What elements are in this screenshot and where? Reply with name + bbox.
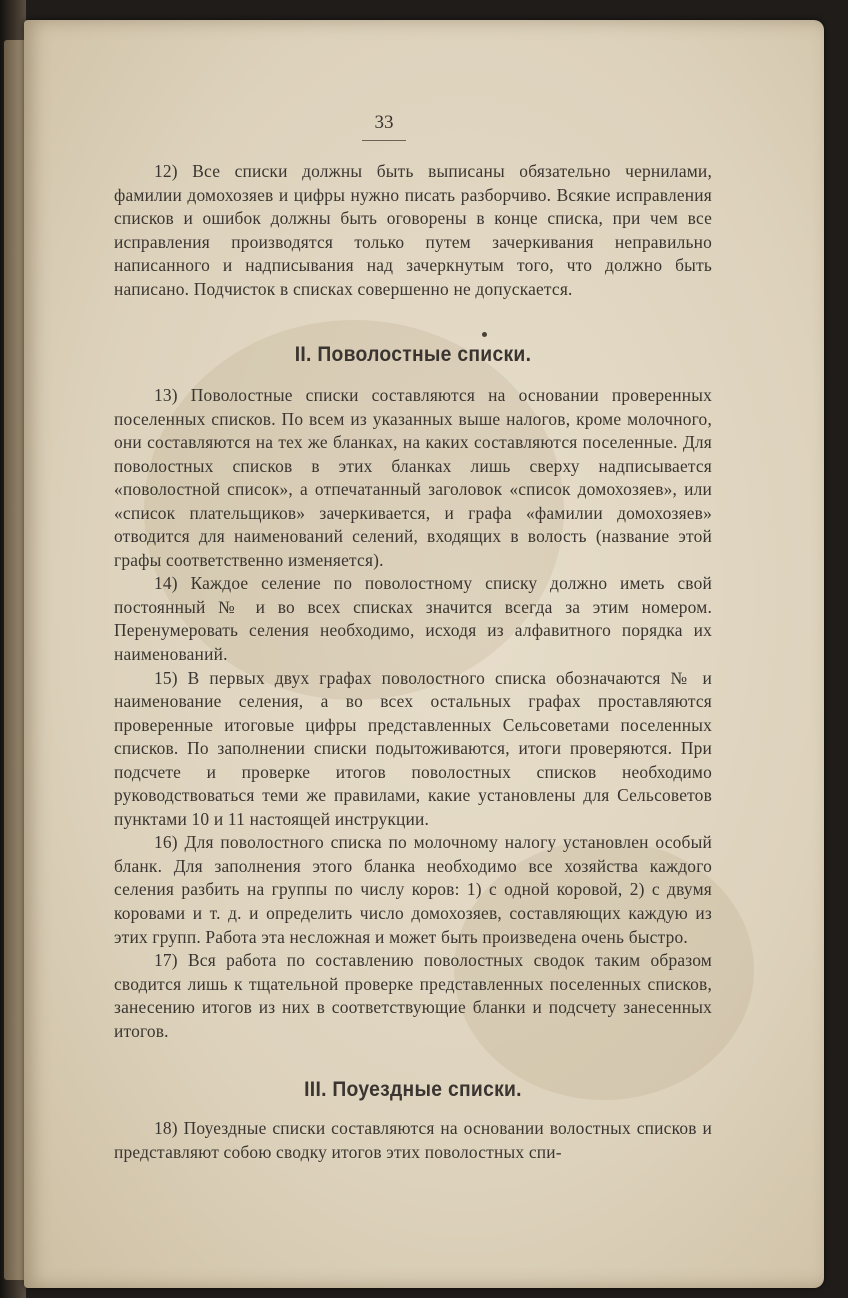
section-1-text [114, 160, 712, 301]
paragraph-15: 15) В первых двух графах поволостного списка обозначаются № и наименование селения, а во всех остальных графах проставляются проверенные итоговые цифры представленных Сельсоветами поселенных списков. По заполнении списки подытоживаются, итоги проверяются. При подсчете и проверке итогов поволостных списков необходимо руководствоваться теми же правилами, какие установлены для Сельсоветов пунктами 10 и 11 настоящей инструкции. [114, 667, 712, 829]
page-number-rule [362, 140, 406, 141]
section-2-text [114, 384, 712, 1043]
page-number: 33 [374, 112, 394, 133]
section-3-text [114, 1117, 712, 1164]
paragraph-17: 17) Вся работа по составлению поволостных сводок таким образом сводится лишь к тщательной проверке представленных поселенных списков, занесению итогов из них в соответствующие бланки и подсчету занесенных итогов. [114, 950, 712, 1041]
ink-dot [482, 332, 487, 337]
heading-uezd-lists: III. Поуездные списки. [304, 1078, 522, 1101]
paragraph-16: 16) Для поволостного списка по молочному налогу установлен особый бланк. Для заполнения этого бланка необходимо все хозяйства каждого селения разбить на группы по числу коров: 1) с одной коровой, 2) с двумя коровами и т. д. и определить число домохозяев, составляющих каждую из этих групп. Работа эта несложная и может быть произведена очень быстро. [114, 832, 712, 947]
paragraph-14: 14) Каждое селение по поволостному списку должно иметь свой постоянный № и во всех списках значится всегда за этим номером. Перенумеровать селения необходимо, исходя из алфавитного порядка их наименований. [114, 573, 712, 665]
paragraph-13: 13) Поволостные списки составляются на основании проверенных поселенных списков. По всем из указанных выше налогов, кроме молочного, они составляются на тех же бланках, на каких составляются поселенные. Для поволостных списков в этих бланках лишь сверху надписывается «поволостной список», а отпечатанный заголовок «список домохозяев», или «список плательщиков» зачеркивается, и графа «фамилии домохозяев» отводится для наименований селений, входящих в волость (название этой графы соответственно изменяется). [114, 385, 712, 570]
paragraph-12: 12) Все списки должны быть выписаны обязательно чернилами, фамилии домохозяев и цифры нужно писать разборчиво. Всякие исправления списков и ошибок должны быть оговорены в конце списка, при чем все исправления производятся только путем зачеркивания неправильно написанного и надписывания над зачеркнутым того, что должно быть написано. Подчисток в списках совершенно не допускается. [114, 161, 712, 299]
paragraph-18: 18) Поуездные списки составляются на основании волостных списков и представляют собою сводку итогов этих поволостных спи- [114, 1118, 712, 1162]
heading-volost-lists: II. Поволостные списки. [294, 343, 532, 366]
book-page [24, 20, 824, 1288]
